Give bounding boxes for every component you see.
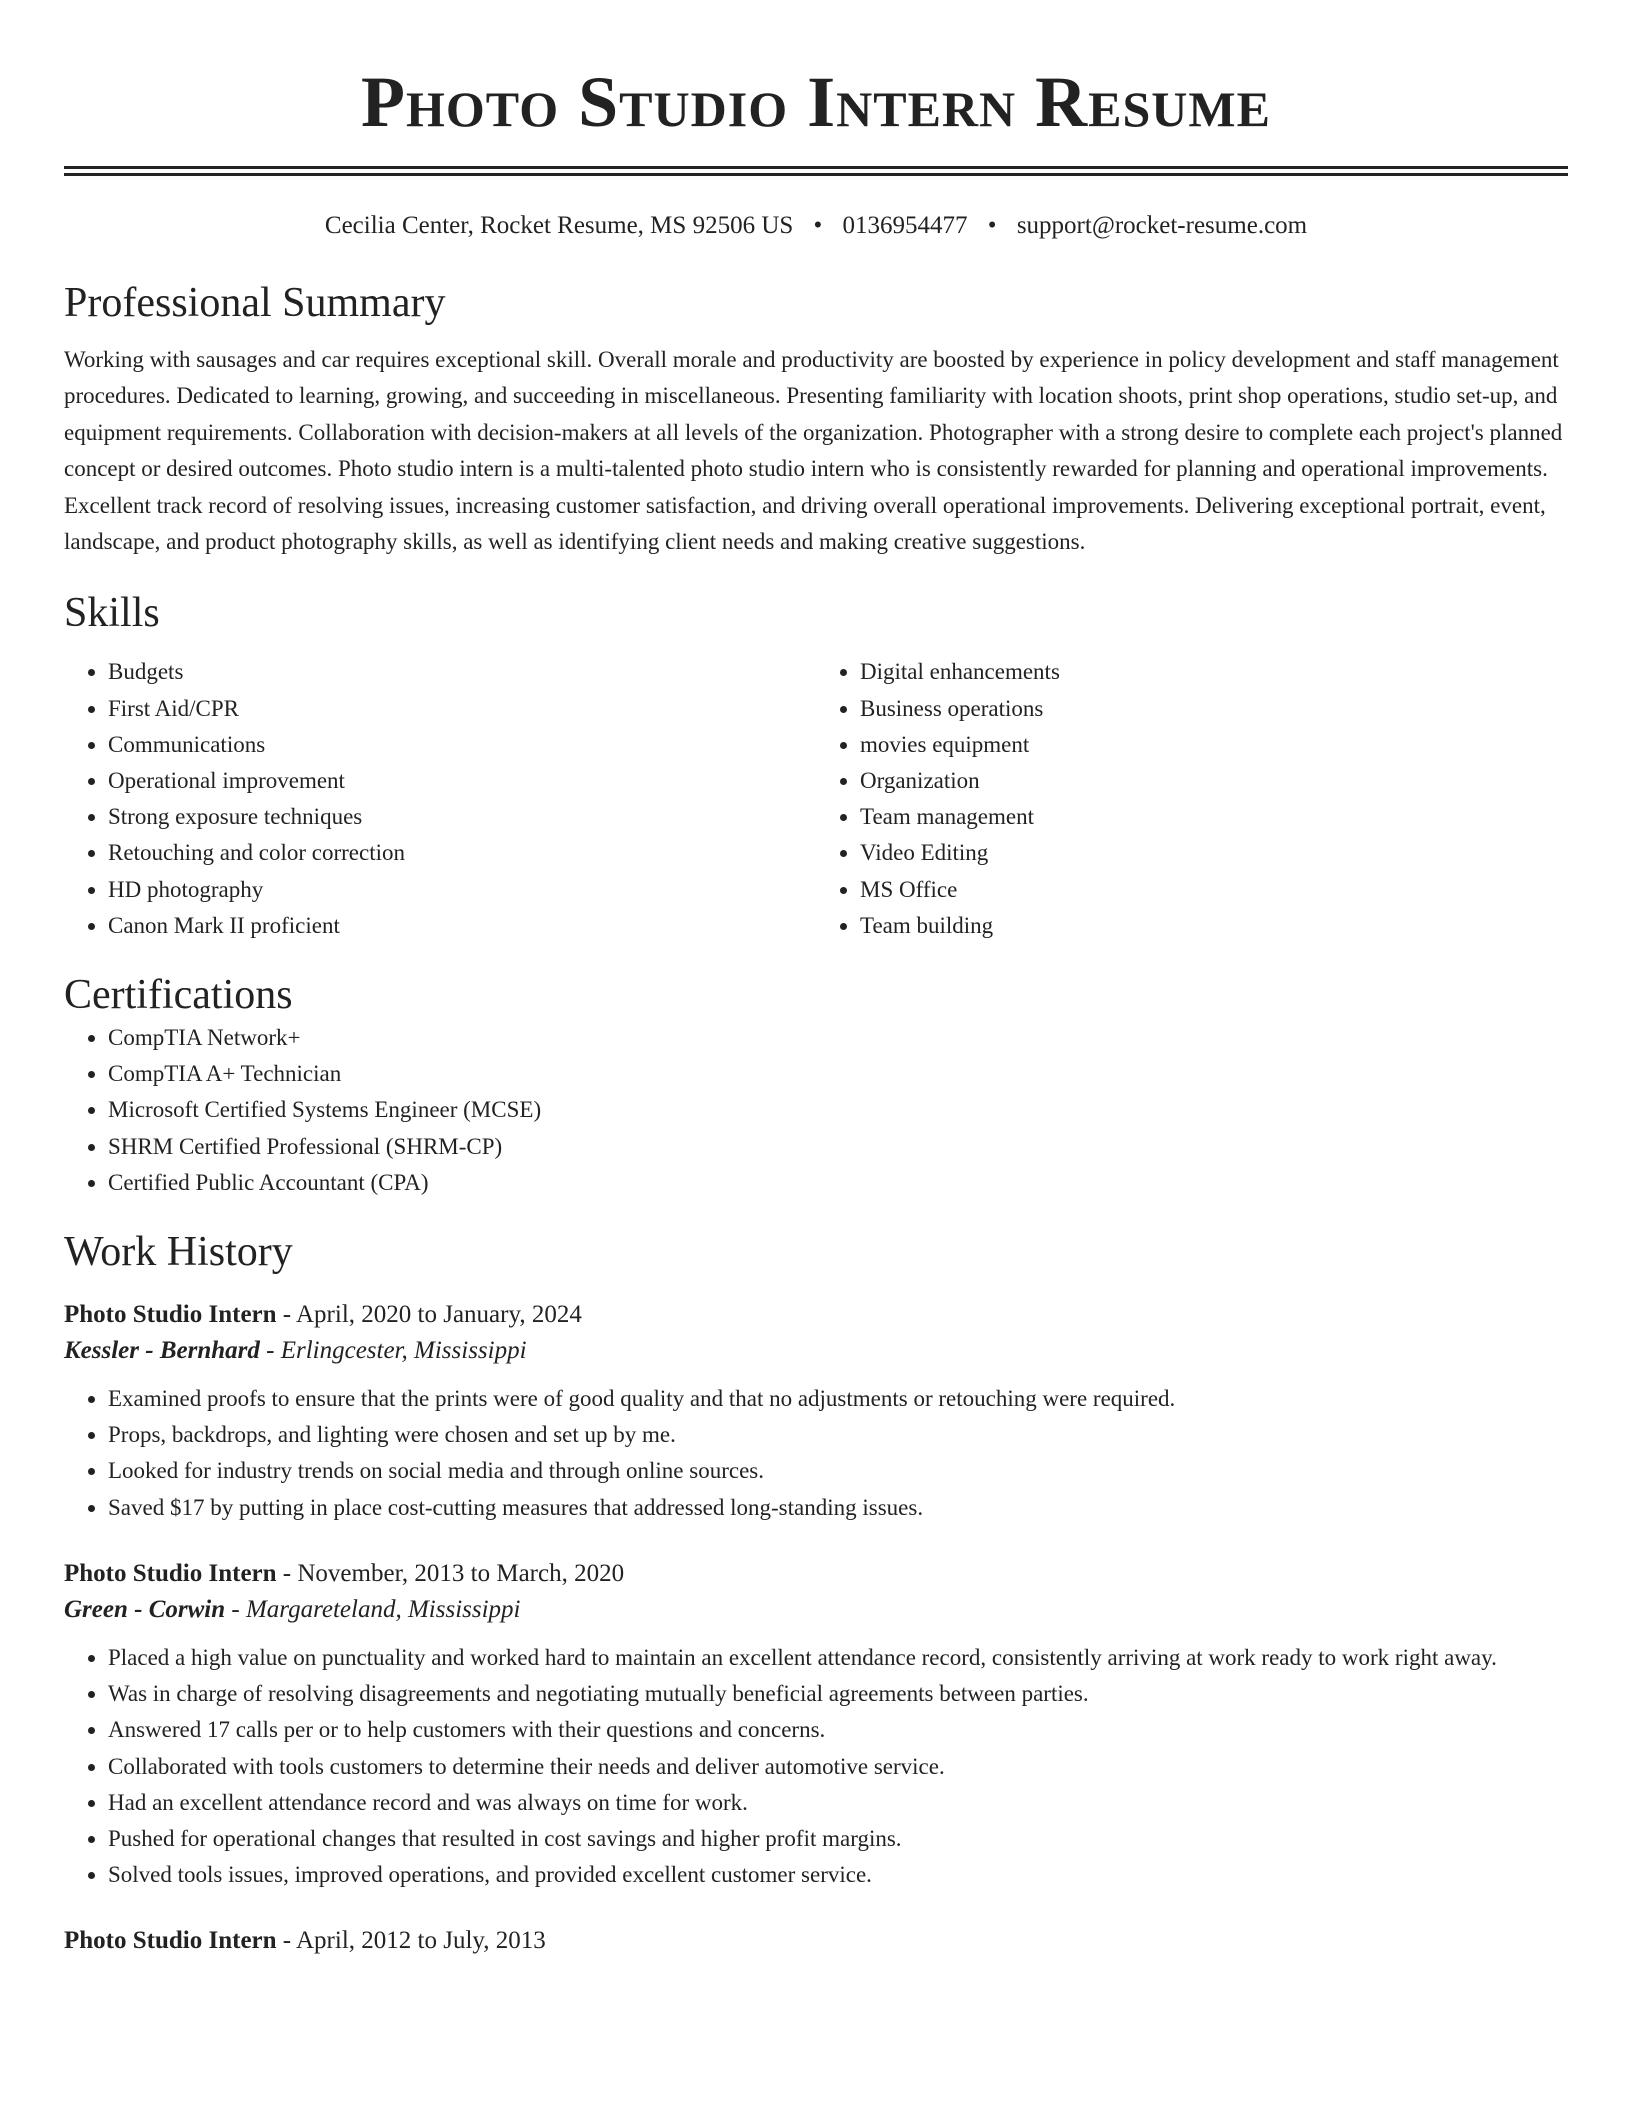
skill-item: • HD photography xyxy=(108,872,816,908)
summary-heading: Professional Summary xyxy=(64,280,446,326)
skill-item: • First Aid/CPR xyxy=(108,691,816,727)
job-dates: - April, 2020 to January, 2024 xyxy=(276,1301,582,1329)
job-title-line xyxy=(64,1923,1568,1959)
job-duties-list xyxy=(64,1640,1568,1893)
job-entry xyxy=(64,1556,1568,1893)
job-duty: • Solved tools issues, improved operations, and provided excellent customer service. xyxy=(108,1857,1568,1893)
skill-item: • Digital enhancements xyxy=(860,654,1568,690)
job-company: Kessler - Bernhard xyxy=(64,1337,260,1365)
job-duties-list xyxy=(64,1381,1568,1526)
skill-item: • Budgets xyxy=(108,654,816,690)
certification-item: • SHRM Certified Professional (SHRM-CP) xyxy=(108,1129,1568,1165)
skills-list-left xyxy=(64,654,816,944)
skill-item: • Video Editing xyxy=(860,835,1568,871)
resume-title: Photo Studio Intern Resume xyxy=(361,62,1271,142)
skill-item: • MS Office xyxy=(860,872,1568,908)
skill-item: • Retouching and color correction xyxy=(108,835,816,871)
certifications-heading: Certifications xyxy=(64,972,293,1019)
work-history-heading: Work History xyxy=(64,1229,293,1276)
job-company: Green - Corwin xyxy=(64,1595,226,1623)
skills-heading: Skills xyxy=(64,590,160,637)
skill-item: • Canon Mark II proficient xyxy=(108,908,816,944)
certification-item: • Certified Public Accountant (CPA) xyxy=(108,1165,1568,1201)
job-location: - Margareteland, Mississippi xyxy=(225,1595,521,1623)
job-title-line xyxy=(64,1297,1568,1333)
job-company-line xyxy=(64,1333,1568,1369)
certifications-list xyxy=(64,1020,1568,1201)
contact-address: Cecilia Center, Rocket Resume, MS 92506 US xyxy=(324,212,794,239)
skill-item: • movies equipment xyxy=(860,727,1568,763)
skill-item: • Operational improvement xyxy=(108,763,816,799)
job-dates: - April, 2012 to July, 2013 xyxy=(276,1927,546,1955)
contact-phone: 0136954477 xyxy=(842,212,968,239)
skill-item: • Communications xyxy=(108,727,816,763)
certification-item: • CompTIA A+ Technician xyxy=(108,1056,1568,1092)
job-dates: - November, 2013 to March, 2020 xyxy=(276,1559,625,1587)
job-duty: • Had an excellent attendance record and was always on time for work. xyxy=(108,1785,1568,1821)
job-duty: • Was in charge of resolving disagreements and negotiating mutually beneficial agreements between parties. xyxy=(108,1676,1568,1712)
certification-item: • Microsoft Certified Systems Engineer (MCSE) xyxy=(108,1092,1568,1128)
skill-item: • Business operations xyxy=(860,691,1568,727)
job-duty: • Saved $17 by putting in place cost-cutting measures that addressed long-standing issues. xyxy=(108,1490,1568,1526)
title-divider xyxy=(64,166,1568,176)
contact-separator: • xyxy=(987,212,997,239)
job-title: Photo Studio Intern xyxy=(64,1927,277,1955)
skill-item: • Organization xyxy=(860,763,1568,799)
contact-separator: • xyxy=(813,212,823,239)
job-entry xyxy=(64,1297,1568,1526)
job-title: Photo Studio Intern xyxy=(64,1301,277,1329)
job-duty: • Looked for industry trends on social media and through online sources. xyxy=(108,1453,1568,1489)
skill-item: • Team building xyxy=(860,908,1568,944)
job-location: - Erlingcester, Mississippi xyxy=(259,1337,527,1365)
job-duty: • Placed a high value on punctuality and worked hard to maintain an excellent attendance record, consistently arriving at work ready to work right away. xyxy=(108,1640,1568,1676)
skill-item: • Team management xyxy=(860,799,1568,835)
skill-item: • Strong exposure techniques xyxy=(108,799,816,835)
summary-text: Working with sausages and car requires exceptional skill. Overall morale and productivity are boosted by experience in policy development and staff management procedures. Dedicated to learning, growing, and succeeding in miscellaneous. Presenting familiarity with location shoots, print shop operations, studio set-up, and equipment requirements. Collaboration with decision-makers at all levels of the organization. Photographer with a strong desire to complete each project's planned concept or desired outcomes. Photo studio intern is a multi-talented photo studio intern who is consistently rewarded for planning and operational improvements. Excellent track record of resolving issues, increasing customer satisfaction, and driving overall operational improvements. Delivering exceptional portrait, event, landscape, and product photography skills, as well as identifying client needs and making creative suggestions. xyxy=(64,347,1563,555)
job-title-line xyxy=(64,1556,1568,1592)
job-duty: • Props, backdrops, and lighting were chosen and set up by me. xyxy=(108,1417,1568,1453)
job-entry xyxy=(64,1923,1568,1959)
job-title: Photo Studio Intern xyxy=(64,1559,277,1587)
job-company-line xyxy=(64,1592,1568,1628)
job-duty: • Examined proofs to ensure that the prints were of good quality and that no adjustments or retouching were required. xyxy=(108,1381,1568,1417)
skills-list-right xyxy=(816,654,1568,944)
skills-grid xyxy=(64,654,1568,944)
job-duty: • Answered 17 calls per or to help customers with their questions and concerns. xyxy=(108,1712,1568,1748)
contact-line xyxy=(64,210,1568,242)
certification-item: • CompTIA Network+ xyxy=(108,1020,1568,1056)
job-duty: • Collaborated with tools customers to determine their needs and deliver automotive service. xyxy=(108,1749,1568,1785)
job-duty: • Pushed for operational changes that resulted in cost savings and higher profit margins. xyxy=(108,1821,1568,1857)
contact-email: support@rocket-resume.com xyxy=(1016,212,1308,239)
